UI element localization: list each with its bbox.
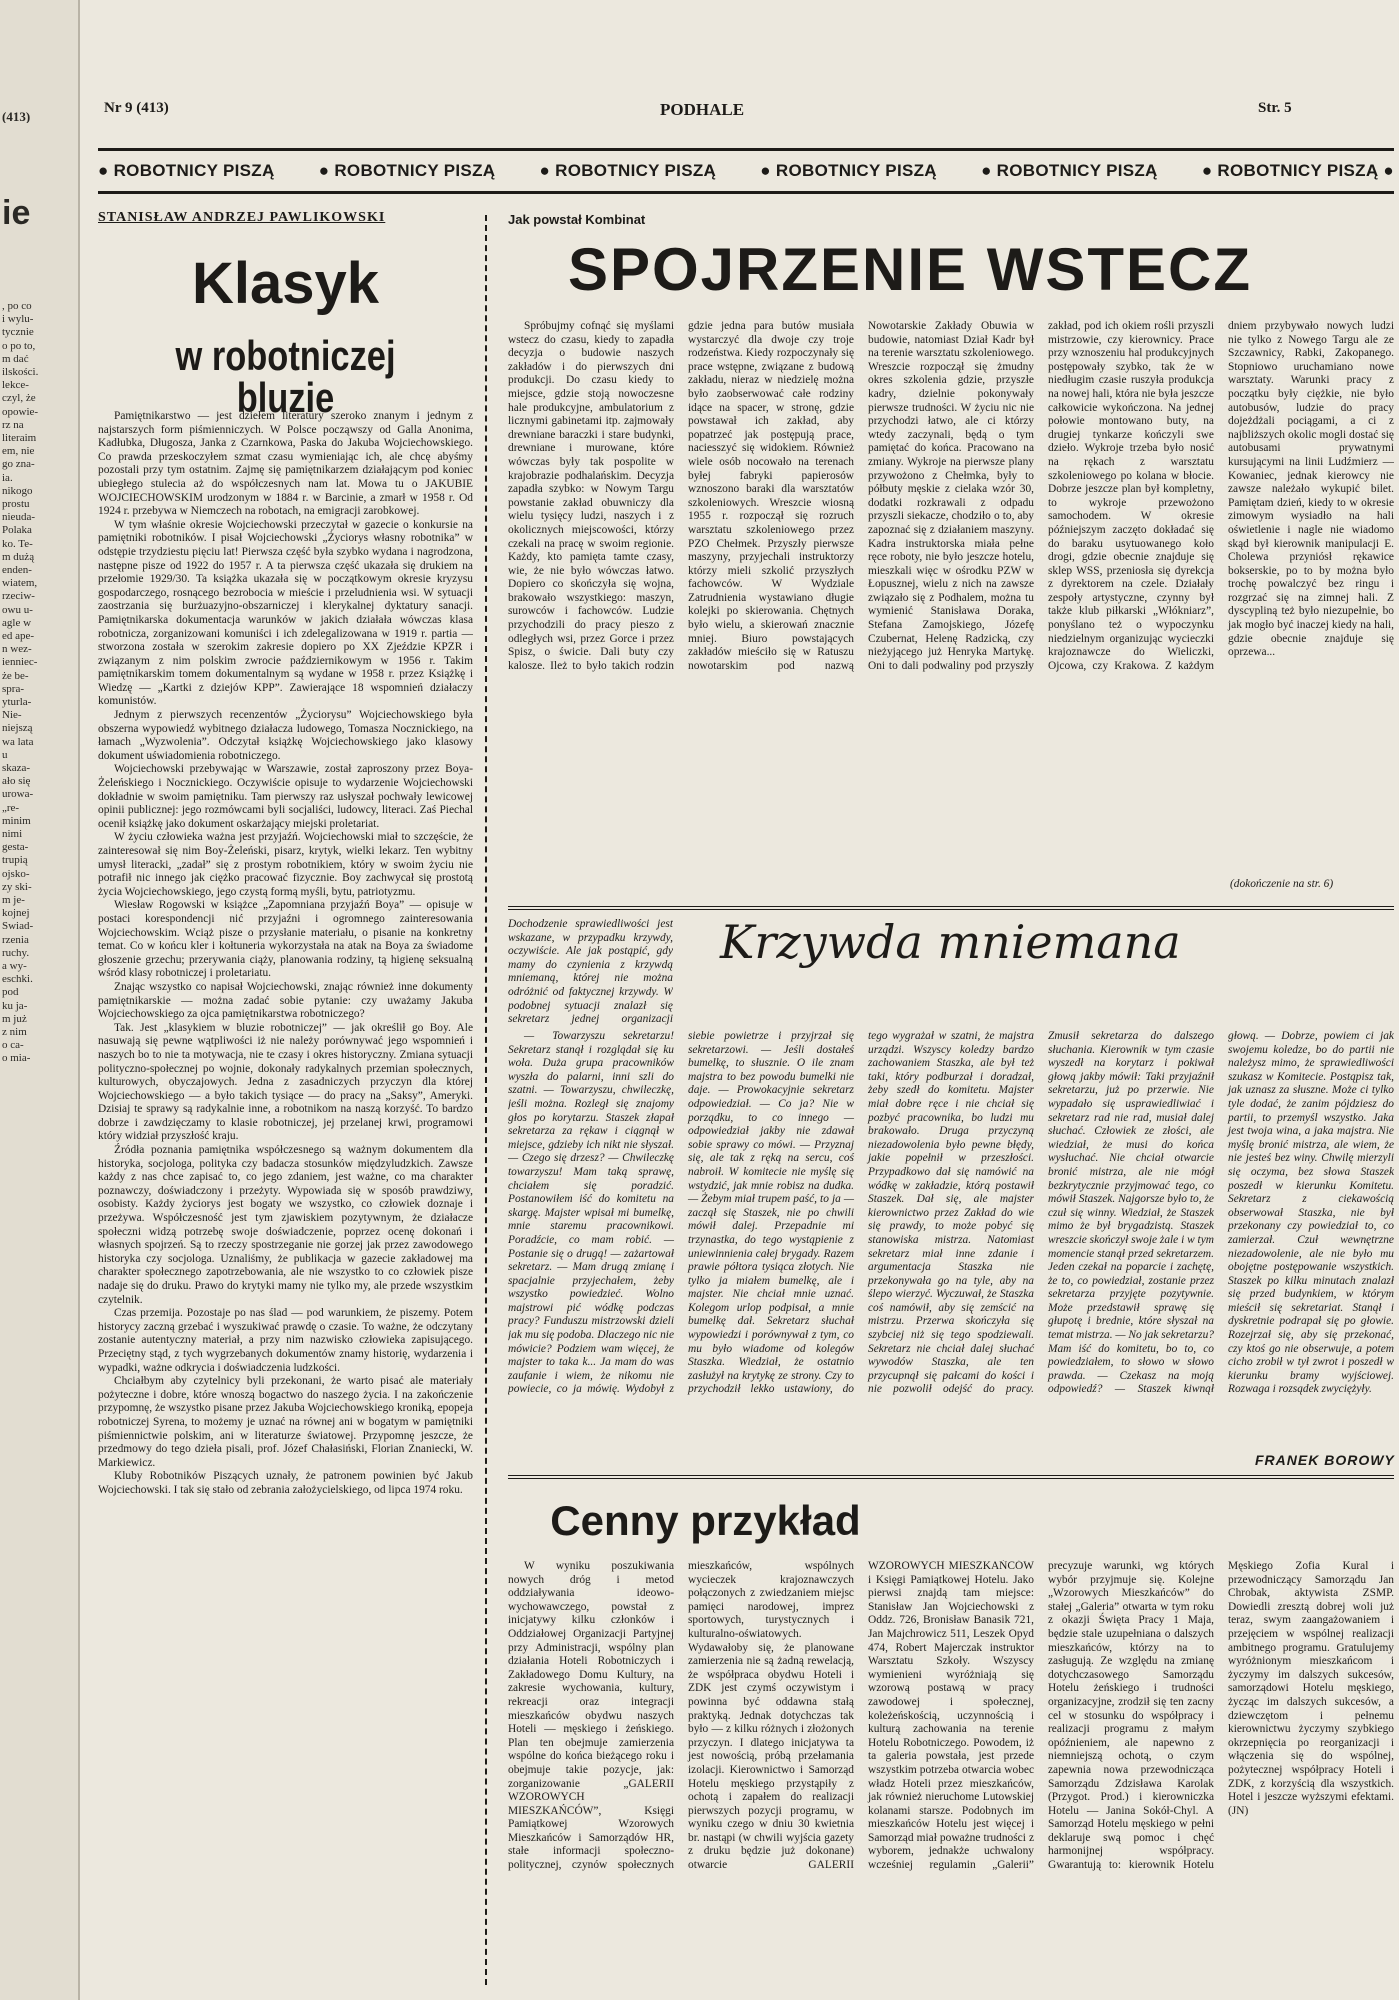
left-page-gutter (0, 0, 80, 2000)
gutter-line: skaza- (2, 762, 31, 774)
newspaper-name: PODHALE (660, 100, 745, 119)
gutter-line: n wez- (2, 643, 32, 656)
issue-number: Nr 9 (413) (104, 100, 169, 116)
gutter-line: Nie- (2, 709, 22, 722)
gutter-line: a wy- (2, 960, 27, 972)
article4-title: Cenny przykład (550, 1497, 861, 1544)
gutter-line: enden- (2, 564, 32, 576)
gutter-line: ko. Te- (2, 537, 33, 550)
article-separator (508, 1475, 1394, 1479)
gutter-line: u (2, 748, 8, 761)
page-number: Str. 5 (1258, 100, 1292, 116)
article2-body (508, 320, 1394, 895)
gutter-line: m je- (2, 894, 25, 906)
gutter-line: ruchy. (2, 946, 30, 959)
article1-paragraph: W tym właśnie okresie Wojciechowski przeczytał w gazecie o konkursie na pamiętniki robotników. I pisał Wojciechowski „Życiorys własny robotnika” w odstępie trzydziestu pięciu lat! Pierwsza część była szybko wydana i nagrodzona, następne pisze od 1922 do 1957 r. A ta pierwsza część ukazała się drukiem na przełomie 1929/30. Ta książka ukazała się w początkowym okresie kryzysu gospodarczego, rosnącego bezrobocia w mieście i przeludnienia wsi. W sytuacji zaostrzania się burżuazyjno-obszarniczej i klerykalnej dyktatury sanacji. Pamiętnikarska dokumentacja warunków w jakich działała wówczas klasa robotnicza, zorganizowani komuniści i ich zdelegalizowana w 1919 r. partia — stworzona została w szerokim zakresie dopiero po XX Zjeździe KPZR i związanym z nim polskim zwrocie październikowym w 1956 r. Takim pamiętnikarskim tomem dokumentalnym są wydane w 1958 r. przez Książkę i Wiedzę — „Kartki z dziejów KPP”. Zawierające 18 wspomnień działaczy komunistów. (98, 518, 473, 708)
gutter-line: agle w (2, 616, 32, 629)
article1-paragraph: Czas przemija. Pozostaje po nas ślad — pod warunkiem, że piszemy. Potem historycy zaczną grzebać i wyszukiwać prawdę o czasie. To ważne, że odczytany zostanie autentyczny materiał, a przy nim nazwisko człowieka zapisującego. Przeciętny stąd, z tych wygrzebanych dokumentów znamy historię, wydarzenia i wypadki, ważne odkrycia i doświadczenia ludzkości. (98, 1307, 473, 1374)
gutter-line: nikogo (2, 484, 33, 497)
gutter-line: eschki. (2, 973, 33, 986)
article1-paragraph: W życiu człowieka ważna jest przyjaźń. Wojciechowski miał to szczęście, że zainteresował się nim Boy-Żeleński, pisarz, krytyk, wielki lekarz. Ten wybitny umysł literacki, „zadał” się z prostym robotnikiem, który w swoim życiu nie potrafił nic innego jak ciężko pracować fizycznie. Boy zachwycał się prostotą życia Wojciechowskiego, jego czystą formą myśli, bytu, patriotyzmu. (98, 831, 473, 898)
article4-body (508, 1560, 1394, 1985)
gutter-line: rzenia (2, 933, 29, 946)
article1-paragraph: Wojciechowski przebywając w Warszawie, został zaproszony przez Boya-Żeleńskiego i Nocznickiego. Oczywiście opisuje to wydarzenie Wojciechowski dokładnie w swoim pamiętniku. Tam pierwszy raz usłyszał pochwały lewicowej opinii publicznej: jego rozmówcami byli socjaliści, ludowcy, literaci. Zaś Piechal ocenił książkę jako dokument oskarżający miejski proletariat. (98, 763, 473, 830)
gutter-line: prostu (2, 498, 30, 510)
gutter-line: niejszą (2, 722, 33, 735)
article1-author: STANISŁAW ANDRZEJ PAWLIKOWSKI (98, 210, 386, 225)
gutter-line: zy ski- (2, 880, 32, 893)
gutter-line: nieuda- (2, 511, 35, 524)
gutter-line: Swiad- (2, 920, 34, 933)
gutter-line: ed ape- (2, 630, 35, 642)
article3-lead: Dochodzenie sprawiedliwości jest wskazane, w przypadku krzywdy, oczywiście. Ale jak postąpić, gdy mamy do czynienia z krzywdą mniemaną, której nie można odróżnić od faktycznej krzywdy. W podobnej sytuacji znalazł się sekretarz jednej organizacji (508, 918, 673, 1026)
gutter-line: urowa- (2, 788, 34, 801)
article1-paragraph: Jednym z pierwszych recenzentów „Życiorysu” Wojciechowskiego była obszerna wypowiedź wybitnego działacza ludowego, Tomasza Nocznickiego, na łamach „Wyzwolenia”. Odczytał książkę Wojciechowskiego jako klasowy dokument uświadomienia robotniczego. (98, 709, 473, 762)
gutter-line: , po co (2, 300, 32, 312)
gutter-line: ilskości. (2, 366, 39, 378)
gutter-line: i wylu- (2, 313, 34, 326)
gutter-line: wiatem, (2, 577, 38, 590)
gutter-line: ku ja- (2, 999, 28, 1012)
gutter-line: ia. (2, 471, 13, 484)
banner-item: ● ROBOTNICY PISZĄ (539, 161, 717, 180)
gutter-line: wa lata (2, 735, 34, 748)
gutter-line: go zna- (2, 458, 35, 471)
gutter-line: lekce- (2, 379, 29, 392)
gutter-line: opowie- (2, 405, 39, 418)
gutter-line: nimi (2, 828, 23, 840)
gutter-line: rz na (2, 418, 24, 431)
article2-paragraph: Spróbujmy cofnąć się myślami wstecz do czasu, kiedy to zapadła decyzja o budowie naszych zakładów i do pierwszych dni produkcji. Do czasu kiedy to miejsce, gdzie stoją nowoczesne hale produkcyjne, ambulatorium z licznymi gabinetami itp. zajmowały drewniane baraczki i stare budynki, drewniane i murowane, które wówczas były tak pospolite w krajobrazie podhalańskim. Decyzja zapadła szybko: w Nowym Targu powstanie zakład obuwniczy dla wielu tysięcy ludzi, naszych i z okolicznych miejscowości, którzy czekali na pracę w swoim regionie. Każdy, kto pamięta tamte czasy, wie, że nie było wówczas łatwo. Dopiero co skończyła się wojna, brakowało wszystkiego: maszyn, surowców i fachowców. Ludzie przychodzili do pracy pieszo z odległych wsi, przez Gorce i przez Spisz, o świcie. Dali buty czy kalosze. Ileż to było takich rodzin gdzie jedna para butów musiała wystarczyć dla dwoje czy troje rodzeństwa. Kiedy rozpoczynały się prace wstępne, związane z budową zakładu, nieraz w niedzielę można było zaobserwować całe rodziny idące na spacer, w stronę, gdzie powstawał ich zakład, aby popatrzeć jak postępują prace, naciesszyć się widokiem. Również wiele osób nocowało na terenach byłej fabryki papierosów wznoszono baraki dla warsztatów szkoleniowych. Wreszcie wiosną 1955 r. rozpoczął się rozruch warsztatu szkoleniowego przez PZO Chełmek. Przyszły pierwsze maszyny, przyjechali instruktorzy którzy mieli szkolić przyszłych fachowców. W Wydziale Zatrudnienia wystawiano długie kolejki po skierowania. Chętnych było wielu, a skierowań znacznie mniej. Biuro powstających zakładów mieściło się w Ratuszu nowotarskim pod nazwą Nowotarskie Zakłady Obuwia w budowie, natomiast Dział Kadr był na terenie warsztatu szkoleniowego. Wreszcie rozpoczął się żmudny okres szkolenia gdzie, przyszłe kadry, dzielnie pokonywały pierwsze trudności. W życiu nic nie przychodzi łatwo, ale ci którzy wtedy zaczynali, będą o tym pamiętać do końca. Pracowano na zmiany. Wykroje na pierwsze plany przywożono z Chełmka, były to półbuty męskie z cielaka wzór 30, dodatki rozkrawali z odpadu przyszli siekacze, chodziło o to, aby zapoznać się z działaniem maszyny. Kadra instruktorska miała pełne ręce roboty, nie było jeszcze hotelu, mieszkali więc w ośrodku PZW w Łopusznej, wielu z nich na zawsze związało się z Podhalem, można tu wymienić Stanisława Doraka, Stefana Zamojskiego, Józefę Czubernat, Helenę Radzicką, czy nieżyjącego już Henryka Martykę. Oni to dali podwaliny pod przyszły zakład, pod ich okiem rośli przyszli mistrzowie, czy kierownicy. Prace przy wznoszeniu hal produkcyjnych postępowały szybko, tak że w niedługim czasie ruszyła produkcja na nowej hali, która nie była jeszcze całkowicie wykończona. Na jednej połowie montowano buty, na drugiej tynkarze kończyli swe dzieło. Wykroje trzeba było nosić na rękach z warsztatu szkoleniowego po kolana w błocie. Dobrze jeszcze plan był kompletny, to wykroje przewożono samochodem. W okresie późniejszym zaczęto dokładać się do baraku usytuowanego koło drogi, gdzie obecnie znajduje się sklep WSS, przeniosła się dyrekcja z dyrektorem na czele. Działały zespoły artystyczne, czynny był także klub piłkarski „Włókniarz”, ponyślano też o wypoczynku niedzielnym organizując wycieczki krajoznawcze do Wieliczki, Ojcowa, czy Krakowa. Z każdym dniem przybywało nowych ludzi nie tylko z Nowego Targu ale ze Szczawnicy, Rabki, Zakopanego. Stopniowo uruchamiano nowe warsztaty. Warunki pracy z początku były ciężkie, nie było autobusów, ludzie do pracy dojeżdżali pociągami, a ci z najbliższych okolic mogli dostać się autobusami prywatnymi kursującymi na linii Ludźmierz — Kowaniec, jednak kierowcy nie zawsze należało wykupić bilet. Pamiętam dzień, kiedy to w okresie zimowym wysiadło na hali oświetlenie i nagle nie wiadomo skąd był kierownik manipulacji E. Cholewa przyniósł rękawice bokserskie, po to by można było trochę powalczyć bez ringu i rozgrzać się na zimnej hali. Z dyscypliną też było niezupełnie, bo jak mogło być inaczej kiedy na hali, gdzie obecnie znajduje się oprzewa... (508, 320, 1394, 672)
gutter-line: yturla- (2, 696, 32, 708)
gutter-line: z nim (2, 1026, 27, 1038)
gutter-line: m już (2, 1012, 27, 1025)
gutter-line: tycznie (2, 326, 34, 339)
article3-body (508, 1030, 1394, 1450)
article1-paragraph: Znając wszystko co napisał Wojciechowski, znając również inne dokumenty pamiętnikarskie — można zadać sobie pytanie: czy uważamy Jakuba Wojciechowskiego za ojca pamiętnikarstwa robotniczego? (98, 980, 473, 1021)
article1-subtitle: w robotniczej bluzie (175, 332, 396, 421)
gutter-line: „re- (2, 801, 20, 814)
gutter-line: trupią (2, 854, 28, 867)
article2-kicker: Jak powstał Kombinat (508, 212, 646, 227)
article3-title: Krzywda mniemana (720, 915, 1181, 969)
article1-paragraph: Źródła poznania pamiętnika współczesnego są ważnym dokumentem dla historyka, socjologa, polityka czy badacza stosunków międzyludzkich. Zawsze każdy z nas chce zapisać to, co jego zdaniem, jest ważne, co ma charakter poznawczy, doświadczony i przeżyty. Wypowiada się w sposób prawdziwy, osobisty. Każdy życiorys jest bogaty we wszystko, co człowiek doznaje i przeżywa. Współczesność jest tym zjawiskiem pozytywnym, że działacze społeczni widzą potrzebę swoje doświadczenie, poprzez ocenę dokonań i własnych spojrzeń. Są to rzeczy spostrzeganie nie gorzej jak przez zawodowego historyka czy socjologa. Uznaliśmy, że publikacja w gazecie zakładowej ma charakter społecznego zapotrzebowania, ale nie wszystko to co człowiek pisze nadaje się do druku. Prawo do krytyki mamy nie tylko my, ale przede wszystkim czytelnik. (98, 1144, 473, 1306)
section-banner (98, 148, 1394, 194)
gutter-line: spra- (2, 682, 24, 695)
gutter-headline-fragment: ie (2, 195, 31, 231)
gutter-line: czyl, że (2, 392, 36, 405)
gutter-line: Polaka (2, 524, 32, 537)
article3-author: FRANEK BOROWY (1255, 1452, 1395, 1468)
gutter-line: ojsko- (2, 867, 30, 880)
article1-title: Klasyk (191, 251, 380, 316)
gutter-line: o ca- (2, 1039, 24, 1052)
article4-paragraph: W wyniku poszukiwania nowych dróg i metod oddziaływania ideowo-wychowawczego, powstał z inicjatywy kilku członków i Oddziałowej Organizacji Partyjnej przy Administracji, wspólny plan działania Hoteli Robotniczych i Zakładowego Domu Kultury, na zakresie wychowania, kultury, rekreacji oraz integracji mieszkańców obydwu naszych Hoteli — męskiego i żeńskiego. Plan ten obejmuje zamierzenia wspólne do końca bieżącego roku i obejmuje takie pozycje, jak: zorganizowanie „GALERII WZOROWYCH MIESZKAŃCÓW”, Księgi Pamiątkowej Wzorowych Mieszkańców i Samorządów HR, stałe informacji społeczno-politycznej, czynów społecznych mieszkańców, wspólnych wycieczek krajoznawczych połączonych z zwiedzaniem miejsc pamięci narodowej, imprez sportowych, turystycznych i kulturalno-oświatowych. Wydawałoby się, że planowane zamierzenia nie są żadną rewelacją, że współpraca obydwu Hoteli i ZDK jest czymś oczywistym i powinna być oddawna stałą praktyką. Jednak dotychczas tak było — z kilku różnych i złożonych przyczyn. I dlatego inicjatywa ta jest nowością, próbą przełamania izolacji. Kierownictwo i Samorząd Hotelu męskiego przystąpiły z ochotą i zapałem do realizacji pierwszych pozycji programu, w wyniku czego w dniu 30 kwietnia br. nastąpi (w chwili wyjścia gazety z druku będzie już dokonane) otwarcie GALERII WZOROWYCH MIESZKAŃCÓW i Księgi Pamiątkowej Hotelu. Jako pierwsi znajdą tam miejsce: Stanisław Jan Wojciechowski z Oddz. 726, Bronisław Banasik 721, Jan Majchrowicz 511, Leszek Opyd 474, Robert Majerczak instruktor Warsztatu Szkoły. Wszyscy wymienieni wyróżniają się wzorową postawą w pracy zawodowej i społecznej, koleżeńskością, uczynnością i kulturą zachowania na terenie Hotelu Robotniczego. Powodem, iż ta galeria powstała, jest przede wszystkim potrzeba otwarcia wobec władz Hoteli przez mieszkańców, jak również nieruchome Lutowskiej kolanami starsze. Podobnych im mieszkańców Hotelu jest więcej i Samorząd miał poważne trudności z wyborem, jednakże uchwalony wcześniej regulamin „Galerii” precyzuje warunki, wg których wybór przyjmuje się. Kolejne „Wzorowych Mieszkańców” do stałej „Galeria” otwarta w tym roku z okazji Święta Pracy 1 Maja, będzie stale uzupełniana o dalszych mieszkańców, którzy na to zasługują. Ze względu na zmianę dotychczasowego Samorządu Hotelu żeńskiego i trudności organizacyjne, zrodził się ten zacny cel w stosunku do współpracy i realizacji programu z małym opóźnieniem, ale napewno z niemniejszą ochotą, o czym zapewnia nowa przewodnicząca Samorządu Zdzisława Karolak (Przygot. Prod.) i kierowniczka Hotelu — Janina Sokół-Chyl. A Samorząd Hotelu męskiego w pełni deklaruje swą pomoc i chęć harmonijnej współpracy. Gwarantują to: kierownik Hotelu Męskiego Zofia Kural i przewodniczący Samorządu Jan Chrobak, aktywista ZSMP. Dowiedli zresztą dobrej woli już teraz, swym zaangażowaniem i przejęciem w wspólnej realizacji ambitnego programu. Gratulujemy wyróżnionym mieszkańcom i życzymy im dalszych sukcesów, samorządowi Hotelu męskiego, życząc im dalszych sukcesów, a dziewczętom i pełnemu kierownictwu życzymy szybkiego okrzepnięcia po reorganizacji i włączenia się do wspólnej, pożytecznej współpracy Hoteli i ZDK, z korzyścią dla wszystkich. Hotel i jeszcze wyższymi efektami. (JN) (508, 1560, 1394, 1872)
article3-paragraph: — Towarzyszu sekretarzu! Sekretarz stanął i rozglądał się ku woła. Duża grupa pracowników wyszła do palarni, inni szli do szatni. — Towarzyszu, chwileczkę, jeśli można. Rozległ się znajomy głos po korytarzu. Staszek złapał sekretarza za rękaw i ciągnął w miejsce, gdzieby ich nikt nie słyszał. — Czego się drzesz? — Chwileczkę towarzyszu! Mam taką sprawę, chciałem się poradzić. Postanowiłem iść do komitetu na skargę. Majster wpisał mi bumelkę, mnie staremu pracownikowi. Poradźcie, co mam robić. — Postanie się o drugą! — zażartował sekretarz. — Mam drugą zmianę i spacjalnie przyjechałem, żeby wszystko powiedzieć. Wolno majstrowi pić wódkę podczas pracy? Funduszu mistrzowski dzieli jak mu się podoba. Dlaczego nic nie mówicie? Podziem wam więcej, że majster to taka k... Ja mam do was zaufanie i wiem, że nikomu nie powiecie, co ja mówię. Wydobył z siebie powietrze i przyjrzał się sekretarzowi. — Jeśli dostałeś bumelkę, to słusznie. O ile znam majstra to bez powodu bumelki nie daje. — Prowokacyjnie sekretarz odpowiedział. — Co ja? Nie w porządku, to co innego — odpowiedział jakby nie zdawał sobie sprawy co mówi. — Przyznaj się, ale tak z ręką na sercu, coś nabroił. W komitecie nie myślę się wstydzić, jak mnie robisz na dudka. — Żebym miał trupem paść, to ja — zaczął się Staszek, nie po chwili mówił dalej. Przepadnie mi trzynastka, do tego wystąpienie z uniewinnienia całej brygady. Razem prawie półtora tysiąca złotych. Nie tylko ja miałem bumelkę, ale i majster. Nie chciał mnie uznać. Kolegom urlop podpisał, a mnie bumelkę dał. Sekretarz słuchał wypowiedzi i porównywał z tym, co mu było wiadome od kolegów Staszka. Wiedział, że ostatnio zasłużył na krytykę ze strony. Czy to przychodził lekko ustawiony, do tego wygrażał w szatni, że majstra urządzi. Wszyscy koledzy bardzo zachowaniem Staszka, ale był też taki, który podburzał i doradzał, żeby szedł do komitetu. Majster miał dobre ręce i nie chciał się pozbyć pracownika, bo ludzi mu brakowało. Druga przyczyną niezadowolenia było pewne błędy, jakie popełnił w przeszłości. Przypadkowo dał się namówić na wódkę w zakładzie, którą postawił Staszek. Dał się, ale majster kierownictwo przez Zakład do wie się prawdy, to może pobyć się stanowiska mistrza. Natomiast sekretarz miał inne zdanie i argumentacja Staszka nie przekonywała go na tyle, aby na ślepo wierzyć. Wyczuwał, że Staszka coś namówił, aby się zemścić na mistrzu. Przerwa skończyła się szybciej niż się tego spodziewali. Sekretarz nie chciał dalej słuchać wywodów Staszka, ale ten przycupnął się pałcami do kości i nie pozwolił odejść do pracy. Zmusił sekretarza do dalszego słuchania. Kierownik w tym czasie wyszedł na korytarz i pokiwał głową jakby mówił: Taki przyjaźnił sekretarzu, już po przerwie. Nie wypadało się usprawiedliwiać i sekretarz rad nie rad, musiał dalej słuchać. Człowiek ze złości, ale wiedział, że musi do końca wysłuchać. Nie chciał otwarcie bronić mistrza, ale nie mógł bezkrytycznie przyjmować tego, co mówił Staszek. Najgorsze było to, że czuł się winny. Wiedział, że Staszek mimo że był brygadzistą. Staszek wreszcie skończył swoje żale i w tym momencie stanął przed sekretarzem. Jeden czekał na poparcie i zachętę, że to, co powiedział, zostanie przez sekretarza przyjęte pozytywnie. Może przedstawił sprawę się głupotę i brednie, które słyszał na temat mistrza. — No jak sekretarzu? Mam iść do komitetu, bo to, co powiedziałem, to słowo w słowo prawda. — Czekasz na moją odpowiedź? — Staszek kiwnął głową. — Dobrze, powiem ci jak swojemu koledze, bo do partii nie należysz mimo, że sprawiedliwości szukasz w Komitecie. Postąpisz tak, jak uznasz za słuszne. Może ci tylko tyle dodać, że zanim pójdziesz do partii, to przemyśl wszystko. Jaka jest twoja wina, a jaka majstra. Nie myślę bronić mistrza, ale wiem, że nie jesteś bez winy. Chwilę mierzyli się oczyma, bez słowa Staszek poszedł w kierunku Komitetu. Sekretarz z ciekawością obserwował Staszka, nie był przekonany czy powiedział to, co zamierzał. Czuł wewnętrzne niezadowolenie, ale nie było mu obojętne postępowanie wszystkich. Staszek po kilku minutach znalazł się przed budynkiem, w którym mieścił się sekretariat. Stanął i dyskretnie podrapał się po głowie. Rozejrzał się, aby się przekonać, czy ktoś go nie obserwuje, a potem cicho zrobił w tył zwrot i poszedł w kierunku bramy wyjściowej. Rozwaga i rozsądek zwyciężyły. (508, 1030, 1394, 1396)
gutter-line: em, nie (2, 445, 35, 458)
gutter-line: że be- (2, 669, 29, 682)
banner-item: ● ROBOTNICY PISZĄ (318, 161, 496, 180)
banner-item: ● ROBOTNICY PISZĄ (98, 161, 275, 180)
gutter-line: minim (2, 814, 31, 827)
gutter-page-number: (413) (2, 110, 31, 123)
article1-body (98, 410, 473, 1985)
article2-title: SPOJRZENIE WSTECZ (567, 236, 1253, 303)
article-separator (508, 906, 1394, 910)
gutter-line: gesta- (2, 841, 29, 854)
gutter-line: o mia- (2, 1052, 31, 1065)
article2-continued: (dokończenie na str. 6) (1230, 878, 1334, 890)
gutter-line: kojnej (2, 907, 30, 920)
article1-paragraph: Wiesław Rogowski w książce „Zapomniana przyjaźń Boya” — opisuje w postaci korespondencji nić przyjaźni i ogromnego zainteresowania Wojciechowskim. Wciąż pisze o przysłanie materiału, o pisanie na konkretny temat. Co w końcu kler i kołtuneria wykorzystała na atak na Boya za świadome głoszenie grzechu; przerywania ciąży, planowania rodziny, tą higienę seksualną wśród klasy robotniczej i proletariatu. (98, 899, 473, 980)
gutter-line: owu u- (2, 603, 33, 616)
gutter-line: ienniec- (2, 656, 38, 669)
article1-paragraph: Kluby Robotników Piszących uznały, że patronem powinien być Jakub Wojciechowski. I tak się stało od zebrania założycielskiego, od lipca 1974 roku. (98, 1470, 473, 1496)
article1-paragraph: Pamiętnikarstwo — jest dziełem literatury szeroko znanym i jednym z najstarszych form piśmienniczych. W Polsce począwszy od Galla Anonima, Kadłubka, Długosza, Janka z Czarnkowa, Paska do Jakuba Wojciechowskiego. Co prawda przeskoczyłem szmat czasu wymieniając ich, ale chcę abyśmy pozostali przy tym ostatnim. Zajmę się pamiętnikarzem działającym pod koniec ubiegłego stulecia aż do współczesnych nam lat. Mowa tu o JAKUBIE WOJCIECHOWSKIM urodzonym w 1884 r. w Barcinie, a zmarł w 1958 r. Od 1924 r. przebywa w Niemczech na robotach, na emigracji zarobkowej. (98, 410, 473, 518)
gutter-line: literaim (2, 432, 37, 444)
gutter-line: o po to, (2, 339, 36, 352)
gutter-line: m dużą (2, 550, 35, 563)
gutter-line: pod (2, 986, 19, 999)
banner-item: ● ROBOTNICY PISZĄ (981, 161, 1158, 180)
gutter-line: ało się (2, 775, 31, 788)
gutter-line: m dać (2, 352, 29, 365)
banner-item: ● ROBOTNICY PISZĄ (760, 161, 937, 180)
article1-paragraph: Chciałbym aby czytelnicy byli przekonani, że warto pisać ale materiały pożyteczne i dobre, które wnoszą bogactwo do naszego życia. I na zakończenie przypomnę, że wszystko pisane przez Jakuba Wojciechowskiego kroniką, epopeja robotniczej Syrena, to możemy je uznać na równej ani w bogatym w pamiętniki piśmiennictwie polskim, ani w literaturze światowej. Przypomnę jeszcze, że przedmowy do tego dzieła pisali, prof. Józef Chałasiński, Florian Znaniecki, W. Markiewicz. (98, 1375, 473, 1469)
gutter-line: rzeciw- (2, 590, 35, 603)
banner-item: ● ROBOTNICY PISZĄ ● (1201, 161, 1394, 180)
column-separator (485, 215, 487, 1985)
article1-paragraph: Tak. Jest „klasykiem w bluzie robotniczej” — jak określił go Boy. Ale nasuwają się pewne wątpliwości iż nie należy porównywać jego wspomnień i naszych bo to nie ta motywacja, nie te czasy i okres historyczny. Zmiana sytuacji polityczno-społecznej po wojnie, dokonały radykalnych przemian społecznych, kulturowych, obyczajowych. Jedna z zasadniczych przyczyn dla której Wojciechowskiego — a było takich tysiące — do pracy na „Saksy”, Ameryki. Dzisiaj te sprawy są radykalnie inne, a robotnikom na naszą korzyść. To bardzo dobrze i zawdzięczamy to klasie robotniczej, jej przelanej krwi, programowi który widział przyszłość kraju. (98, 1021, 473, 1143)
